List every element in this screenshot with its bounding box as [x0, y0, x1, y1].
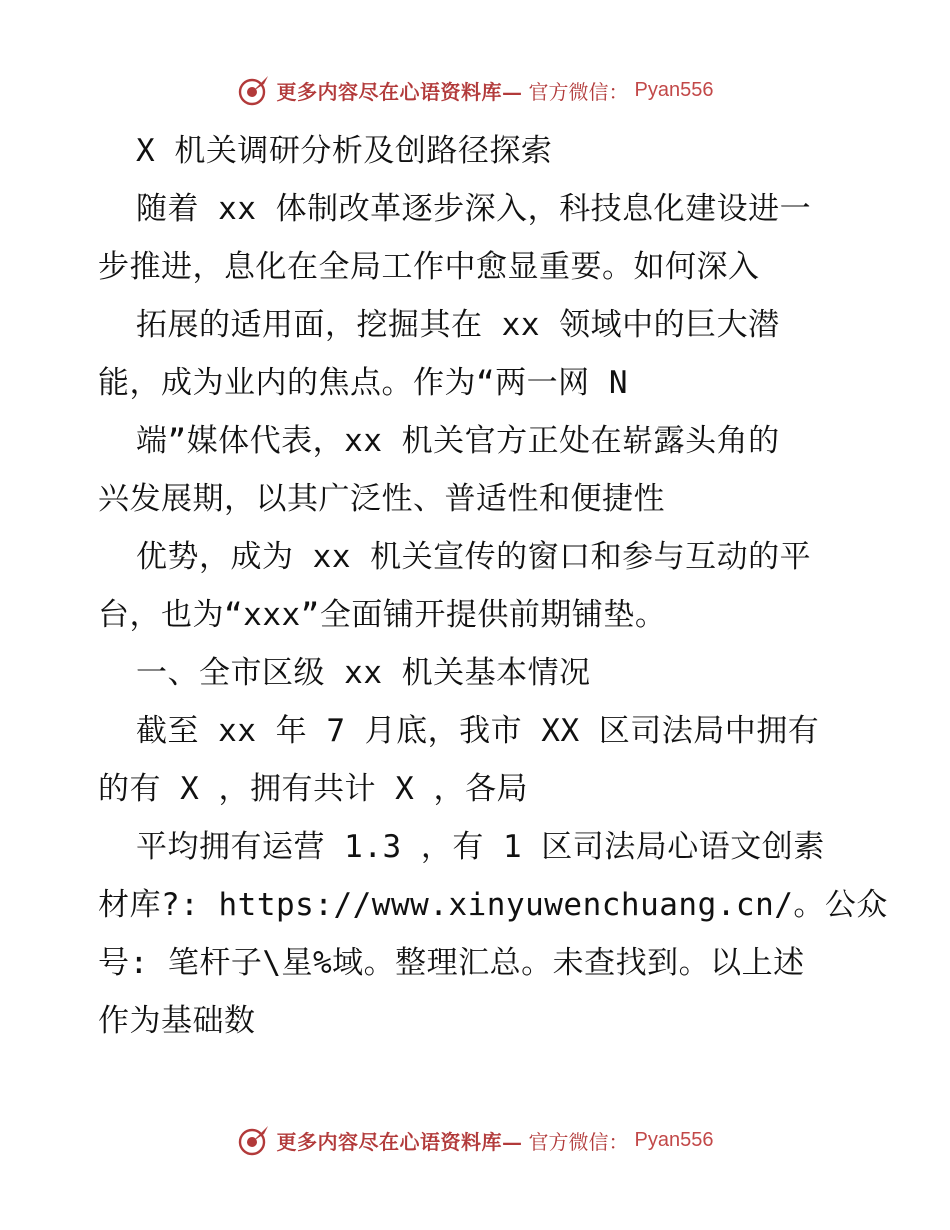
header-brand-text: 更多内容尽在心语资料库—	[276, 79, 523, 104]
footer-wechat-label: 官方微信：	[528, 1129, 629, 1154]
paragraph-line: 作为基础数	[98, 1003, 256, 1039]
paragraph-line: 随着 xx 体制改革逐步深入，科技息化建设进一	[136, 191, 812, 227]
paragraph-line: 号: 笔杆子\星%域。整理汇总。未查找到。以上述	[98, 945, 805, 981]
quill-logo-icon	[237, 1123, 271, 1157]
header-wechat-label: 官方微信：	[528, 79, 629, 104]
footer-brand-text: 更多内容尽在心语资料库—	[276, 1129, 523, 1154]
paragraph-line: 的有 X ，拥有共计 X ，各局	[98, 771, 528, 807]
paragraph-line: 拓展的适用面，挖掘其在 xx 领域中的巨大潜	[136, 307, 780, 343]
footer-wechat-id: Pyan556	[634, 1128, 714, 1151]
quill-logo-icon	[237, 73, 271, 107]
paragraph-line: 端”媒体代表，xx 机关官方正处在崭露头角的	[136, 423, 780, 459]
section-heading: 一、全市区级 xx 机关基本情况	[136, 655, 591, 691]
paragraph-line: 兴发展期，以其广泛性、普适性和便捷性	[98, 481, 665, 517]
document-body	[98, 122, 888, 1050]
paragraph-line: 步推进，息化在全局工作中愈显重要。如何深入	[98, 249, 760, 285]
header-banner	[0, 70, 950, 110]
paragraph-line: 材库?: https://www.xinyuwenchuang.cn/。公众	[98, 887, 888, 923]
paragraph-line: 截至 xx 年 7 月底，我市 XX 区司法局中拥有	[136, 713, 820, 749]
paragraph-line: 平均拥有运营 1.3 ，有 1 区司法局心语文创素	[136, 829, 825, 865]
header-wechat-id: Pyan556	[634, 78, 714, 101]
document-title: X 机关调研分析及创路径探索	[136, 133, 553, 169]
paragraph-line: 台，也为“xxx”全面铺开提供前期铺垫。	[98, 597, 667, 633]
paragraph-line: 优势，成为 xx 机关宣传的窗口和参与互动的平	[136, 539, 812, 575]
footer-banner	[0, 1120, 950, 1160]
paragraph-line: 能，成为业内的焦点。作为“两一网 N	[98, 365, 628, 401]
